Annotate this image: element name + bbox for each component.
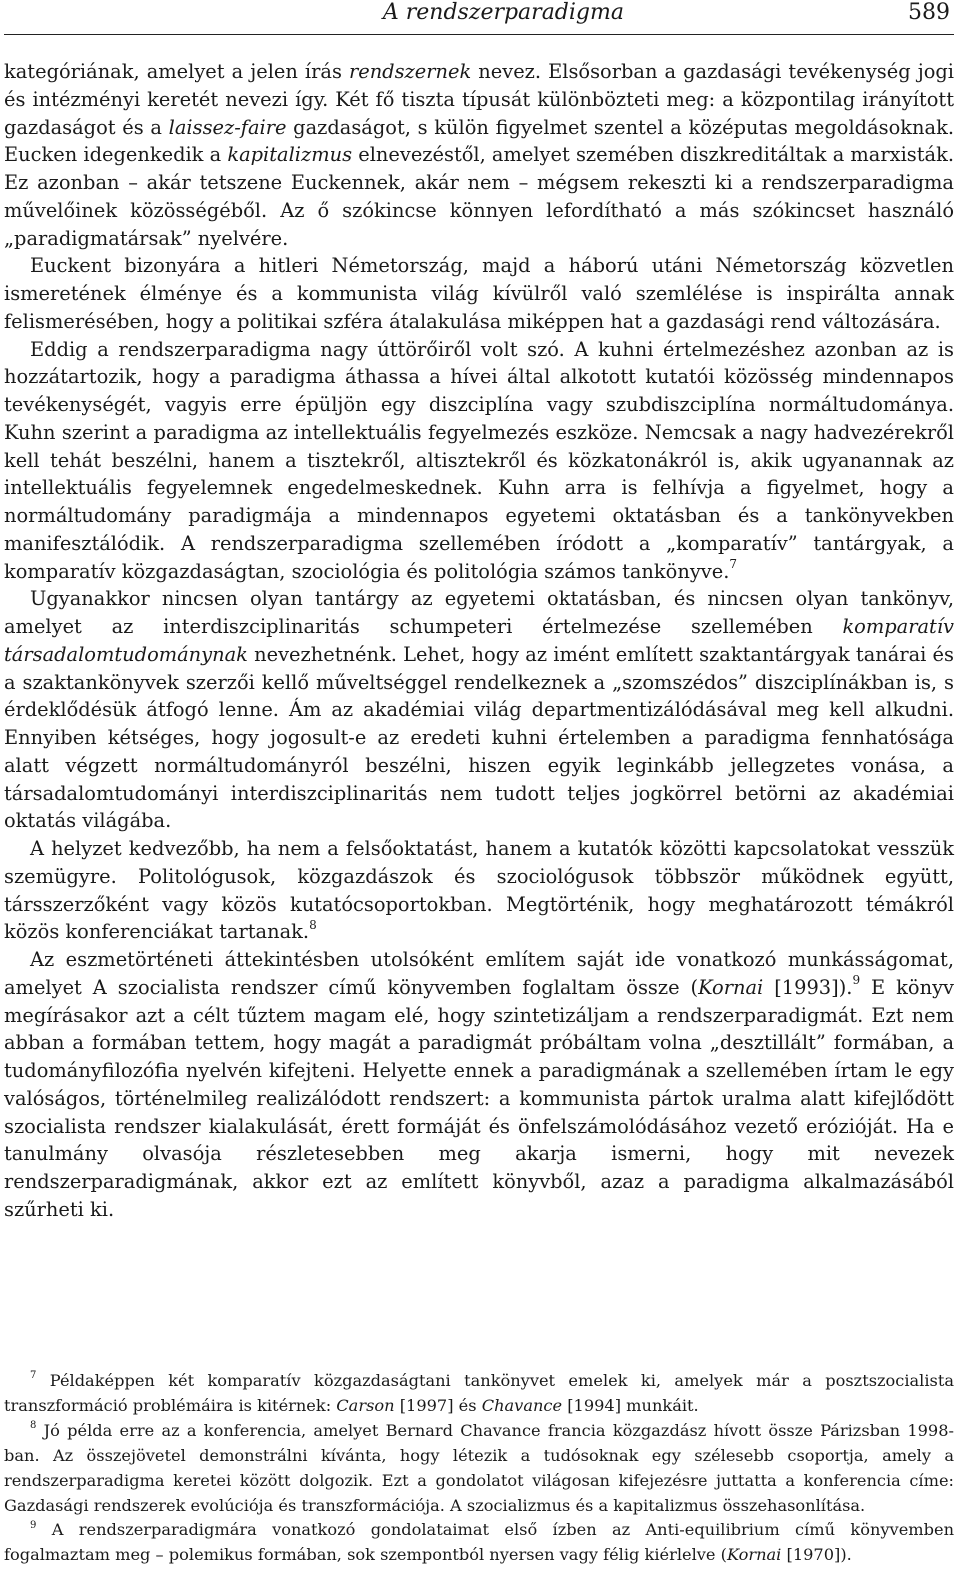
italic-text: Kornai — [698, 975, 764, 999]
paragraph — [4, 946, 954, 1224]
italic-text: Carson — [336, 1395, 395, 1415]
text-run: A helyzet kedvezőbb, ha nem a felsőoktatást, hanem a kutatók közötti kapcsolatokat vesszük szemügyre. Politológusok, közgazdászok és szociológusok többször működnek együtt, társszerzőként vagy közös kutatócsoportokban. Megtörténik, hogy meghatározott témákról közös konferenciákat tartanak. — [4, 837, 954, 944]
text-run: [1993]). — [763, 975, 853, 999]
text-run: Eddig a rendszerparadigma nagy úttörőiről volt szó. A kuhni értelmezéshez azonban az is hozzátartozik, hogy a paradigma áthassa a hívei által alkotott kutatói közösség mindennapos tevékenységét, vagyis erre épüljön egy diszciplína vagy szubdiszciplína normáltudománya. Kuhn szerint a paradigma az intellektuális fegyelmezés eszköze. Nemcsak a nagy hadvezérekről kell tehát beszélni, hanem a tisztekről, altisztekről és közkatonákról is, akik ugyanannak az intellektuális fegyelemnek engedelmeskednek. Kuhn arra is felhívja a figyelmet, hogy a normáltudomány paradigmája a mindennapos egyetemi oktatásban és a tankönyvekben manifesztálódik. A rendszerparadigma szellemében íródott a „komparatív” tantárgyak, a komparatív közgazdaságtan, szociológia és politológia számos tankönyve. — [4, 337, 954, 583]
paragraph — [4, 835, 954, 946]
body-text — [4, 58, 954, 1224]
footnote-marker: 9 — [852, 973, 861, 988]
page-number: 589 — [908, 0, 950, 25]
footnotes — [4, 1369, 954, 1568]
paragraph — [4, 58, 954, 252]
text-run: [1994] munkáit. — [562, 1395, 699, 1415]
italic-text: Chavance — [481, 1395, 563, 1415]
italic-text: komparatív társadalomtudománynak — [4, 615, 954, 666]
page-header — [4, 0, 954, 35]
paragraph — [4, 336, 954, 586]
text-run: E könyv megírásakor azt a célt tűztem magam elé, hogy szintetizáljam a rendszerparadigmát. Ezt nem abban a formában tettem, hogy magát a paradigmát próbáltam volna „desztillált” formában, a tudományfilozófia nyelvén kifejteni. Helyette ennek a paradigmának a szellemében írtam le egy valóságos, történelmileg realizálódott rendszert: a kommunista pártok uralma alatt kifejlődött szocialista rendszer kialakulását, érett formáját és önfelszámolódásához vezető erózióját. Ha e tanulmány olvasója részletesebben meg akarja ismerni, hogy mit nevezek rendszerparadigmának, akkor ezt az említett könyvből, azaz a paradigma alkalmazásából szűrheti ki. — [4, 975, 954, 1221]
paragraph — [4, 585, 954, 835]
text-run: kategóriának, amelyet a jelen írás — [4, 60, 349, 83]
text-run: [1997] és — [394, 1395, 482, 1415]
footnote — [4, 1419, 954, 1519]
text-run: Ugyanakkor nincsen olyan tantárgy az egyetemi oktatásban, és nincsen olyan tankönyv, amelyet az interdiszciplinaritás schumpeteri értelmezése szellemében — [4, 587, 954, 638]
running-title: A rendszerparadigma — [382, 0, 624, 25]
text-run: nevezhetnénk. Lehet, hogy az imént említett szaktantárgyak tanárai és a szaktankönyvek szerzői kellő műveltséggel rendelkeznek a „szomszédos” diszciplínákban is, s érdeklődésük átfogó lenne. Ám az akadémiai világ departmentizálódásával meg kell alkudni. Ennyiben kétséges, hogy jogosult-e az eredeti kuhni értelemben a paradigma fennhatósága alatt végzett normáltudományról beszélni, hiszen egyik leginkább jellegzetes vonása, a társadalomtudományi interdiszciplinaritás nem tudott teljes jogkörrel betörni az akadémiai oktatás világába. — [4, 642, 954, 833]
italic-text: laissez-faire — [168, 115, 287, 139]
text-run: [1970]). — [781, 1545, 852, 1565]
italic-text: kapitalizmus — [227, 143, 353, 167]
paragraph — [4, 252, 954, 335]
footnote-marker: 9 — [30, 1519, 37, 1531]
footnote — [4, 1518, 954, 1568]
footnote-marker: 7 — [30, 1370, 37, 1382]
text-run: gazdaságot, s külön figyelmet szentel a középutas megoldásoknak. Eucken idegenkedik a — [4, 115, 954, 167]
text-run: A rendszerparadigmára vonatkozó gondolataimat első ízben az Anti-equilibrium című könyvemben fogalmaztam meg – polemikus formában, sok szempontból nyersen vagy félig kiérlelve ( — [4, 1520, 954, 1565]
text-run: elnevezéstől, amelyet szemében diszkreditáltak a marxisták. Ez azonban – akár tetszene Euckennek, akár nem – mégsem rekeszti ki a rendszerparadigma művelőinek közösségéből. Az ő szókincse könnyen lefordítható a más szókincset használó „paradigmatársak” nyelvére. — [4, 143, 954, 250]
text-run: Az eszmetörténeti áttekintésben utolsóként említem saját ide vonatkozó munkásságomat, amelyet A szocialista rendszer című könyvemben foglaltam össze ( — [4, 948, 954, 999]
text-run: Euckent bizonyára a hitleri Németország, majd a háború utáni Németország közvetlen ismeretének élménye és a kommunista világ kívülről való szemlélése is inspirálta annak felismerésében, hogy a politikai szféra átalakulása miképpen hat a gazdasági rend változására. — [4, 254, 954, 333]
text-run: nevez. Elsősorban a gazdasági tevékenység jogi és intézményi keretét nevezi így. Két fő tiszta típusát különbözteti meg: a központilag irányított gazdaságot és a — [4, 60, 954, 139]
footnote-marker: 7 — [729, 557, 738, 572]
italic-text: rendszernek — [348, 60, 472, 83]
footnote-marker: 8 — [30, 1419, 37, 1431]
footnote-marker: 8 — [309, 917, 317, 932]
text-run: Példaképpen két komparatív közgazdaságtani tankönyvet emelek ki, amelyek már a posztszocialista transzformáció problémáira is kitérnek: — [4, 1371, 954, 1415]
italic-text: Kornai — [726, 1545, 782, 1565]
text-run: Jó példa erre az a konferencia, amelyet Bernard Chavance francia közgazdász hívott össze Párizsban 1998-ban. Az összejövetel demonstrálni kívánta, hogy létezik a tudósoknak egy szélesebb csoportja, amely a rendszerparadigma keretei között dolgozik. Ezt a gondolatot világosan kifejezésre juttatta a konferencia címe: Gazdasági rendszerek evolúciója és transzformációja. A szocializmus és a kapitalizmus összehasonlítása. — [4, 1420, 954, 1515]
footnote — [4, 1369, 954, 1419]
